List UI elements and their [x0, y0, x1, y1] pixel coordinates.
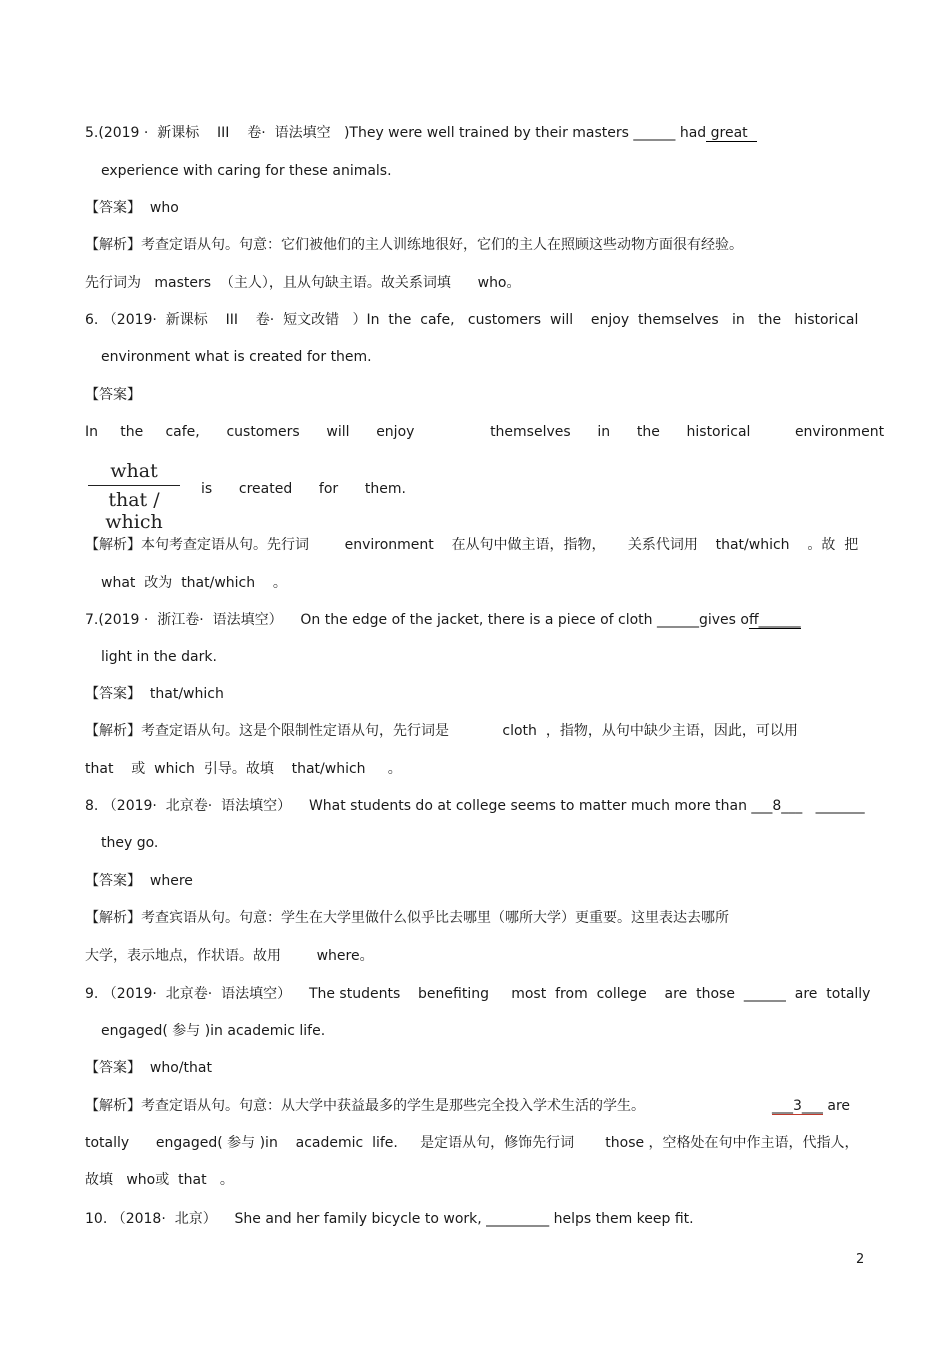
q10-question-line1: 10. （2018· 北京） She and her family bicycle to work, _________ helps them keep fit. — [85, 1211, 694, 1227]
q5-analysis-line1: 【解析】考查定语从句。句意：它们被他们的主人训练地很好，它们的主人在照顾这些动物方面很有经验。 — [85, 237, 743, 253]
q7-question-line2: light in the dark. — [101, 649, 217, 665]
q8-question-line2: they go. — [101, 835, 159, 851]
q8-analysis-line1: 【解析】考查宾语从句。句意：学生在大学里做什么似乎比去哪里（哪所大学）更重要。这里表达去哪所 — [85, 910, 729, 926]
q6-answer-label: 【答案】 — [85, 387, 141, 403]
q6-question-line2: environment what is created for them. — [101, 349, 372, 365]
q9-analysis-line1: 【解析】考查定语从句。句意：从大学中获益最多的学生是那些完全投入学术生活的学生。 — [85, 1098, 645, 1114]
q6-answer-line2: is created for them. — [201, 481, 406, 497]
q9-answer: 【答案】 who/that — [85, 1060, 212, 1076]
q5-underlined-word: great — [706, 125, 757, 141]
q9-analysis-line3: 故填 who或 that 。 — [85, 1172, 234, 1188]
q7-analysis-line2: that 或 which 引导。故填 that/which 。 — [85, 761, 402, 777]
q7-underlined-text: ff______ — [748, 612, 801, 628]
q6-correction-mark — [88, 460, 180, 533]
q6-question-line1: 6. （2019· 新课标 III 卷· 短文改错 ）In the cafe, customers will enjoy themselves in the historical — [85, 312, 859, 328]
q9-question-line1: 9. （2019· 北京卷· 语法填空） The students benefiting most from college are those ______ are totally — [85, 986, 871, 1002]
q9-question-line2: engaged( 参与 )in academic life. — [101, 1023, 326, 1039]
q8-question-line1: 8. （2019· 北京卷· 语法填空） What students do at college seems to matter much more than ___8___ _______ — [85, 798, 865, 814]
q7-question-line1: 7.(2019 · 浙江卷· 语法填空） On the edge of the jacket, there is a piece of cloth ______gives off______ — [85, 612, 801, 628]
q5-question-line1: 5.(2019 · 新课标 III 卷· 语法填空 )They were well trained by their masters ______ had great — [85, 125, 757, 141]
q5-answer: 【答案】 who — [85, 200, 179, 216]
q8-analysis-line2: 大学，表示地点，作状语。故用 where。 — [85, 948, 374, 964]
q6-correction-deleted: what — [110, 460, 158, 482]
q5-analysis-line2: 先行词为 masters （主人），且从句缺主语。故关系词填 who。 — [85, 275, 521, 291]
q7-answer: 【答案】 that/which — [85, 686, 224, 702]
q8-answer: 【答案】 where — [85, 873, 193, 889]
q9-analysis-line2: totally engaged( 参与 )in academic life. 是定语从句，修饰先行词 those ，空格处在句中作主语，代指人， — [85, 1135, 859, 1151]
q6-analysis-line1: 【解析】本句考查定语从句。先行词 environment 在从句中做主语，指物， 关系代词用 that/which 。故 把 — [85, 537, 859, 553]
q9-red-underline: ___3___ — [772, 1098, 823, 1114]
q7-analysis-line1: 【解析】考查定语从句。这是个限制性定语从句，先行词是 cloth ，指物，从句中缺少主语，因此，可以用 — [85, 723, 798, 739]
page-number: 2 — [856, 1252, 865, 1267]
q5-question-line2: experience with caring for these animals. — [101, 163, 392, 179]
q6-correction-bar — [88, 485, 180, 486]
q6-correction-replacement: that / which — [105, 489, 163, 533]
q6-analysis-line2: what 改为 that/which 。 — [101, 575, 287, 591]
q9-analysis-line1-end: ___3___ are — [772, 1098, 851, 1114]
q6-answer-line1: In the cafe, customers will enjoy themselves in the historical environment — [85, 424, 885, 440]
